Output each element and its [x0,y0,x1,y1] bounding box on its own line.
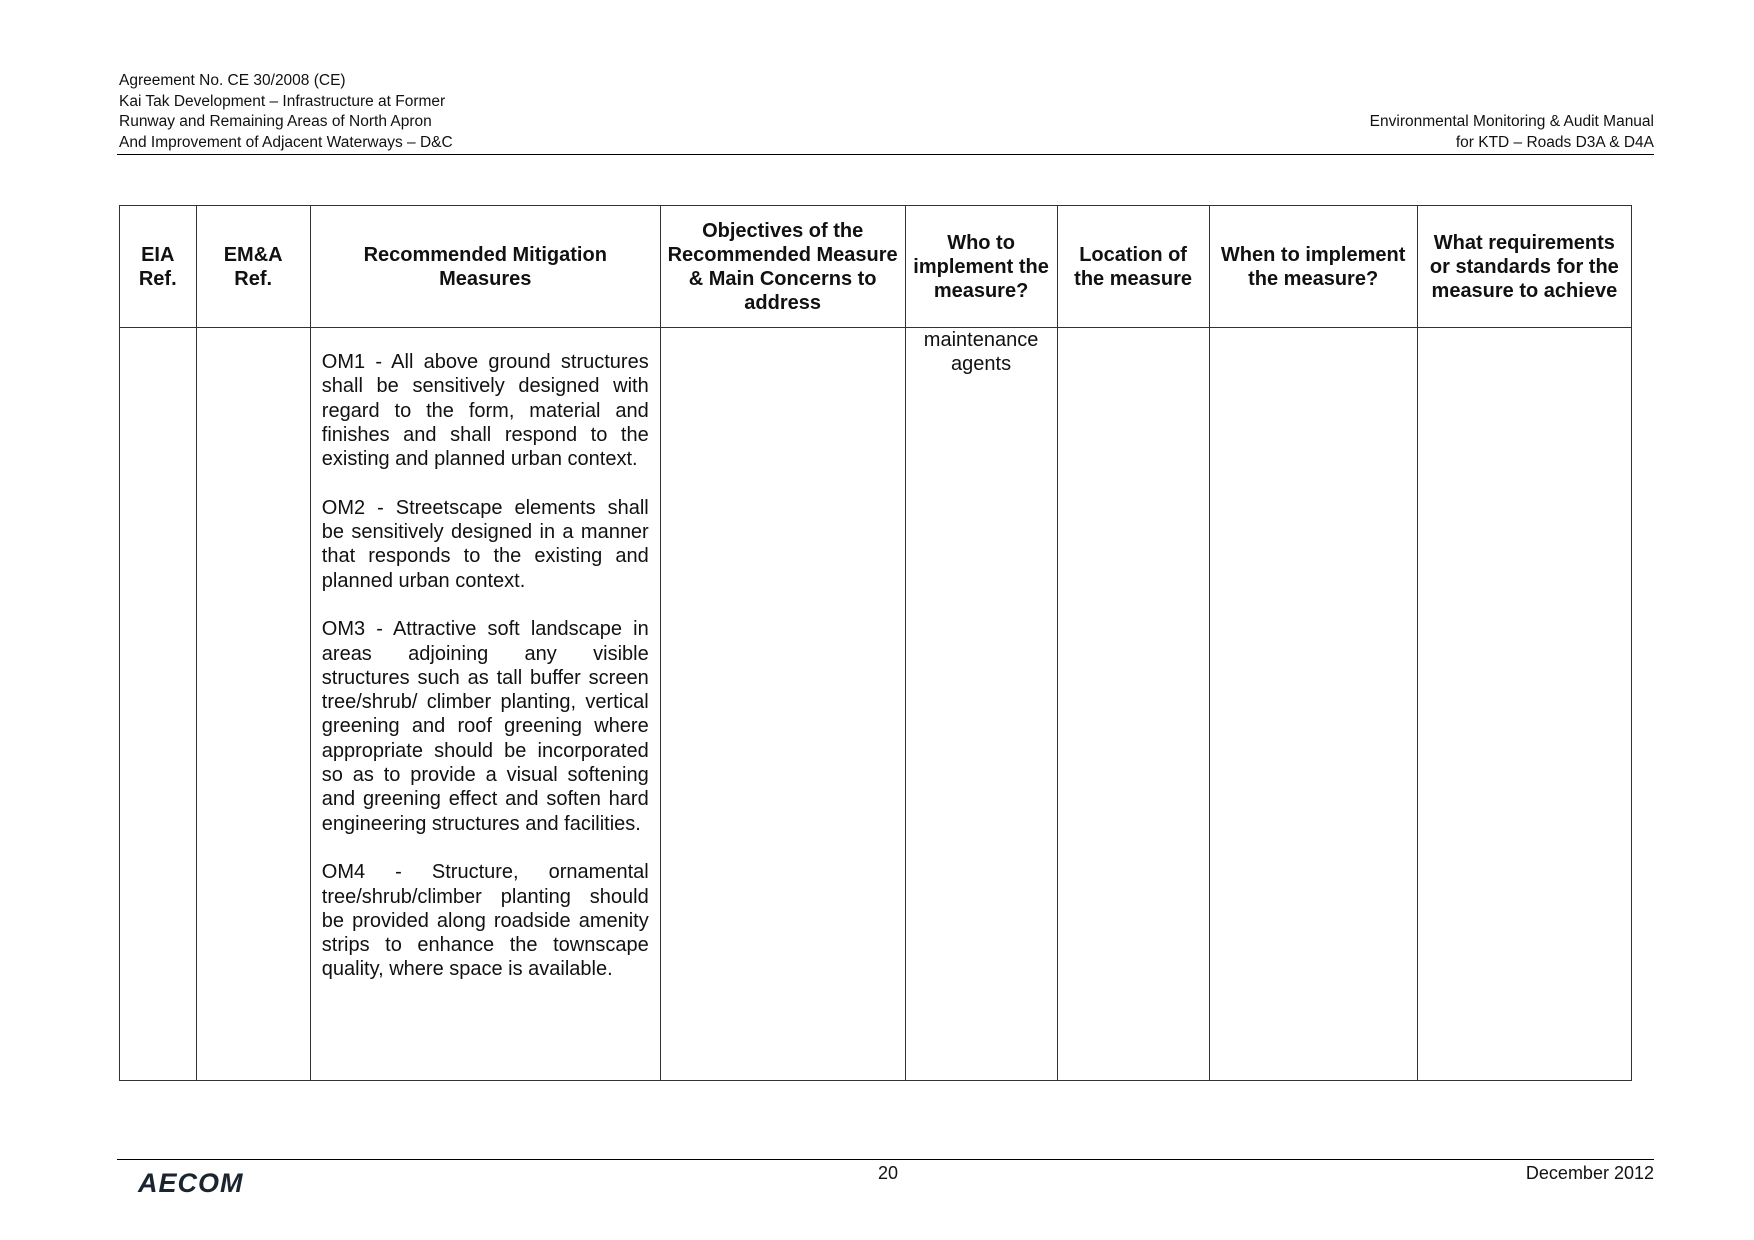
col-header-who: Who to implement the measure? [905,206,1057,328]
header-right-line: for KTD – Roads D3A & D4A [1455,133,1654,151]
table-header-row [120,206,1632,328]
col-header-measures: Recommended Mitigation Measures [310,206,660,328]
cell-measures [310,328,660,1081]
page-number: 20 [878,1163,899,1183]
col-header-location: Location of the measure [1057,206,1209,328]
cell-location [1057,328,1209,1081]
col-header-eia-ref: EIA Ref. [120,206,197,328]
cell-who [905,328,1057,1081]
company-logo: AECOM [138,1168,244,1198]
cell-eia-ref [120,328,197,1081]
cell-objectives [660,328,905,1081]
who-text: maintenance agents [923,329,1039,376]
measure-om1: OM1 - All above ground structures shall be sensitively designed with regard to the form, material and finishes and shall respond to the existing and planned urban context. [321,351,649,471]
cell-when [1209,328,1417,1081]
mitigation-measures-table [119,205,1632,1081]
measure-om3: OM3 - Attractive soft landscape in areas adjoining any visible structures such as tall buffer screen tree/shrub/ climber planting, vertical greening and roof greening where appropriate should be incorporated so as to provide a visual softening and greening effect and soften hard engineering structures and facilities. [321,618,649,835]
footer-divider [117,1159,1654,1160]
cell-ema-ref [196,328,310,1081]
table-row [120,328,1632,1081]
measures-list [311,328,660,982]
header-document-title [1370,112,1654,153]
col-header-when: When to implement the measure? [1209,206,1417,328]
document-date: December 2012 [1525,1163,1654,1183]
col-header-ema-ref: EM&A Ref. [196,206,310,328]
header-divider [117,154,1654,155]
header-project-info [119,71,453,153]
header-left-line: Runway and Remaining Areas of North Apron [119,113,432,130]
header-left-line: Agreement No. CE 30/2008 (CE) [119,72,346,89]
col-header-objectives: Objectives of the Recommended Measure & Main Concerns to address [660,206,905,328]
col-header-requirements: What requirements or standards for the measure to achieve [1417,206,1631,328]
header-left-line: And Improvement of Adjacent Waterways – D&C [119,133,453,151]
header-right-line: Environmental Monitoring & Audit Manual [1369,113,1654,130]
cell-requirements [1417,328,1631,1081]
measure-om2: OM2 - Streetscape elements shall be sensitively designed in a manner that responds to the existing and planned urban context. [321,496,649,592]
header-left-line: Kai Tak Development – Infrastructure at Former [119,92,446,110]
measure-om4: OM4 - Structure, ornamental tree/shrub/climber planting should be provided along roadside amenity strips to enhance the townscape quality, where space is available. [321,861,649,981]
